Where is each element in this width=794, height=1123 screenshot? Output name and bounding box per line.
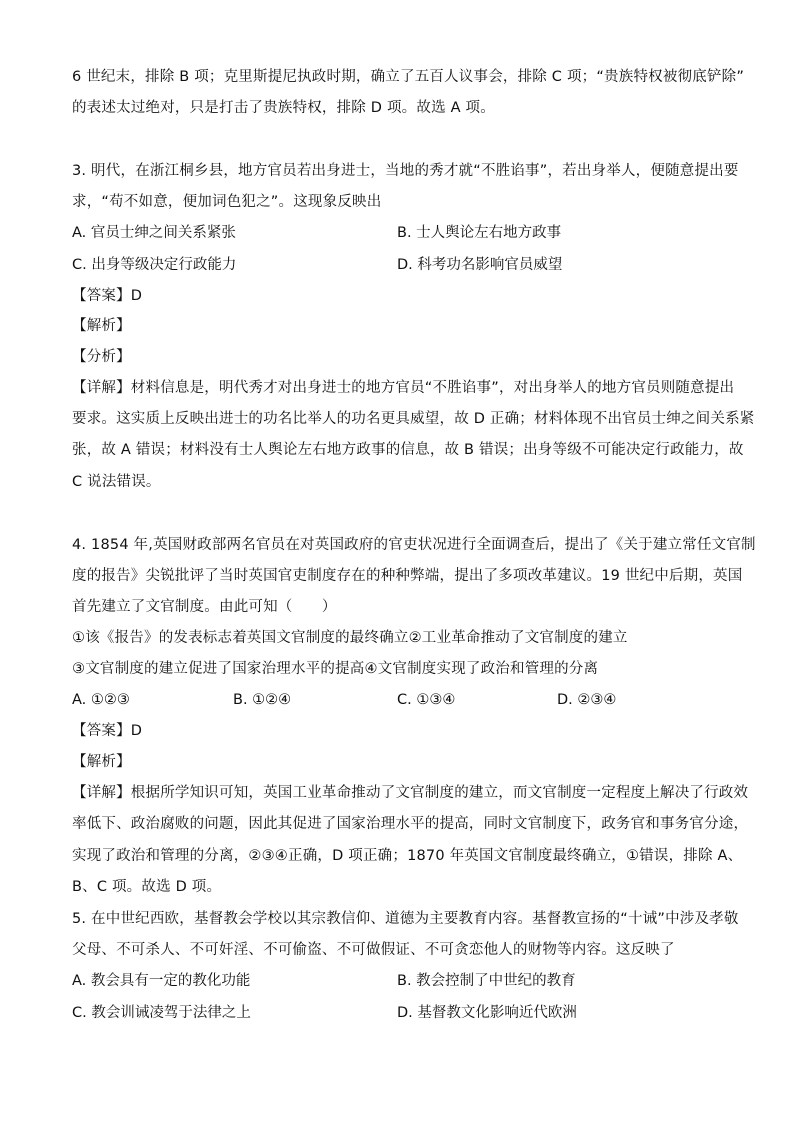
q5-stem-line-2: 父母、不可杀人、不可奸淫、不可偷盗、不可做假证、不可贪恋他人的财物等内容。这反映了 [72, 942, 675, 958]
q3-detail-line-2: 要求。这实质上反映出进士的功名比举人的功名更具威望，故 D 正确；材料体现不出官员士绅之间关系紧 [72, 411, 755, 427]
q5-stem-line-1: 5. 在中世纪西欧，基督教会学校以其宗教信仰、道德为主要教育内容。基督教宣扬的“十诫”中涉及孝敬 [72, 911, 739, 927]
q4-detail-line-3: 实现了政治和管理的分离，②③④正确，D 项正确；1870 年英国文官制度最终确立，①错误，排除 A、 [72, 848, 743, 864]
q5-option-a: A. 教会具有一定的教化功能 [72, 973, 251, 989]
q3-stem-line-2: 求，“苟不如意，便加词色犯之”。这现象反映出 [72, 194, 382, 210]
q4-detail-line-2: 率低下、政治腐败的问题，因此其促进了国家治理水平的提高，同时文官制度下，政务官和事务官分途， [72, 816, 749, 832]
q3-option-b: B. 士人舆论左右地方政事 [397, 225, 562, 241]
q3-detail-line-1: 【详解】材料信息是，明代秀才对出身进士的地方官员“不胜谄事”，对出身举人的地方官员则随意提出 [72, 380, 735, 396]
q5-option-b: B. 教会控制了中世纪的教育 [397, 973, 576, 989]
q4-option-b: B. ①②④ [233, 692, 292, 708]
q3-jiexi-label: 【解析】 [72, 318, 131, 334]
q4-jiexi-label: 【解析】 [72, 754, 131, 770]
q4-stem-line-3: 首先建立了文官制度。由此可知（ ） [72, 599, 337, 615]
q3-option-d: D. 科考功名影响官员威望 [397, 257, 563, 273]
q3-answer: 【答案】D [72, 288, 143, 304]
q4-statement-line-1: ①该《报告》的发表标志着英国文官制度的最终确立②工业革命推动了文官制度的建立 [72, 630, 628, 646]
q5-option-d: D. 基督教文化影响近代欧洲 [397, 1005, 577, 1021]
q4-stem-line-1: 4. 1854 年,英国财政部两名官员在对英国政府的官吏状况进行全面调查后，提出了《关于建立常任文官制 [72, 537, 756, 553]
q3-fenxi-label: 【分析】 [72, 349, 131, 365]
q4-stem-line-2: 度的报告》尖锐批评了当时英国官吏制度存在的种种弊端，提出了多项改革建议。19 世纪中后期，英国 [72, 568, 743, 584]
q4-answer: 【答案】D [72, 723, 143, 739]
q4-detail-line-4: B、C 项。故选 D 项。 [72, 879, 222, 895]
q4-option-c: C. ①③④ [397, 692, 456, 708]
q2-explanation-line-1: 6 世纪末，排除 B 项；克里斯提尼执政时期，确立了五百人议事会，排除 C 项；“贵族特权被彻底铲除” [72, 69, 745, 85]
q4-option-d: D. ②③④ [557, 692, 617, 708]
q4-statement-line-2: ③文官制度的建立促进了国家治理水平的提高④文官制度实现了政治和管理的分离 [72, 661, 599, 677]
q3-stem-line-1: 3. 明代，在浙江桐乡县，地方官员若出身进士，当地的秀才就“不胜谄事”，若出身举人，便随意提出要 [72, 163, 739, 179]
q2-explanation-line-2: 的表述太过绝对，只是打击了贵族特权，排除 D 项。故选 A 项。 [72, 100, 495, 116]
q3-detail-line-4: C 说法错误。 [72, 474, 161, 490]
q3-option-a: A. 官员士绅之间关系紧张 [72, 225, 236, 241]
q5-option-c: C. 教会训诫凌驾于法律之上 [72, 1005, 251, 1021]
q4-detail-line-1: 【详解】根据所学知识可知，英国工业革命推动了文官制度的建立，而文官制度一定程度上解决了行政效 [72, 785, 749, 801]
q4-option-a: A. ①②③ [72, 692, 130, 708]
q3-detail-line-3: 张，故 A 错误；材料没有士人舆论左右地方政事的信息，故 B 错误；出身等级不可能决定行政能力，故 [72, 442, 744, 458]
q3-option-c: C. 出身等级决定行政能力 [72, 257, 237, 273]
